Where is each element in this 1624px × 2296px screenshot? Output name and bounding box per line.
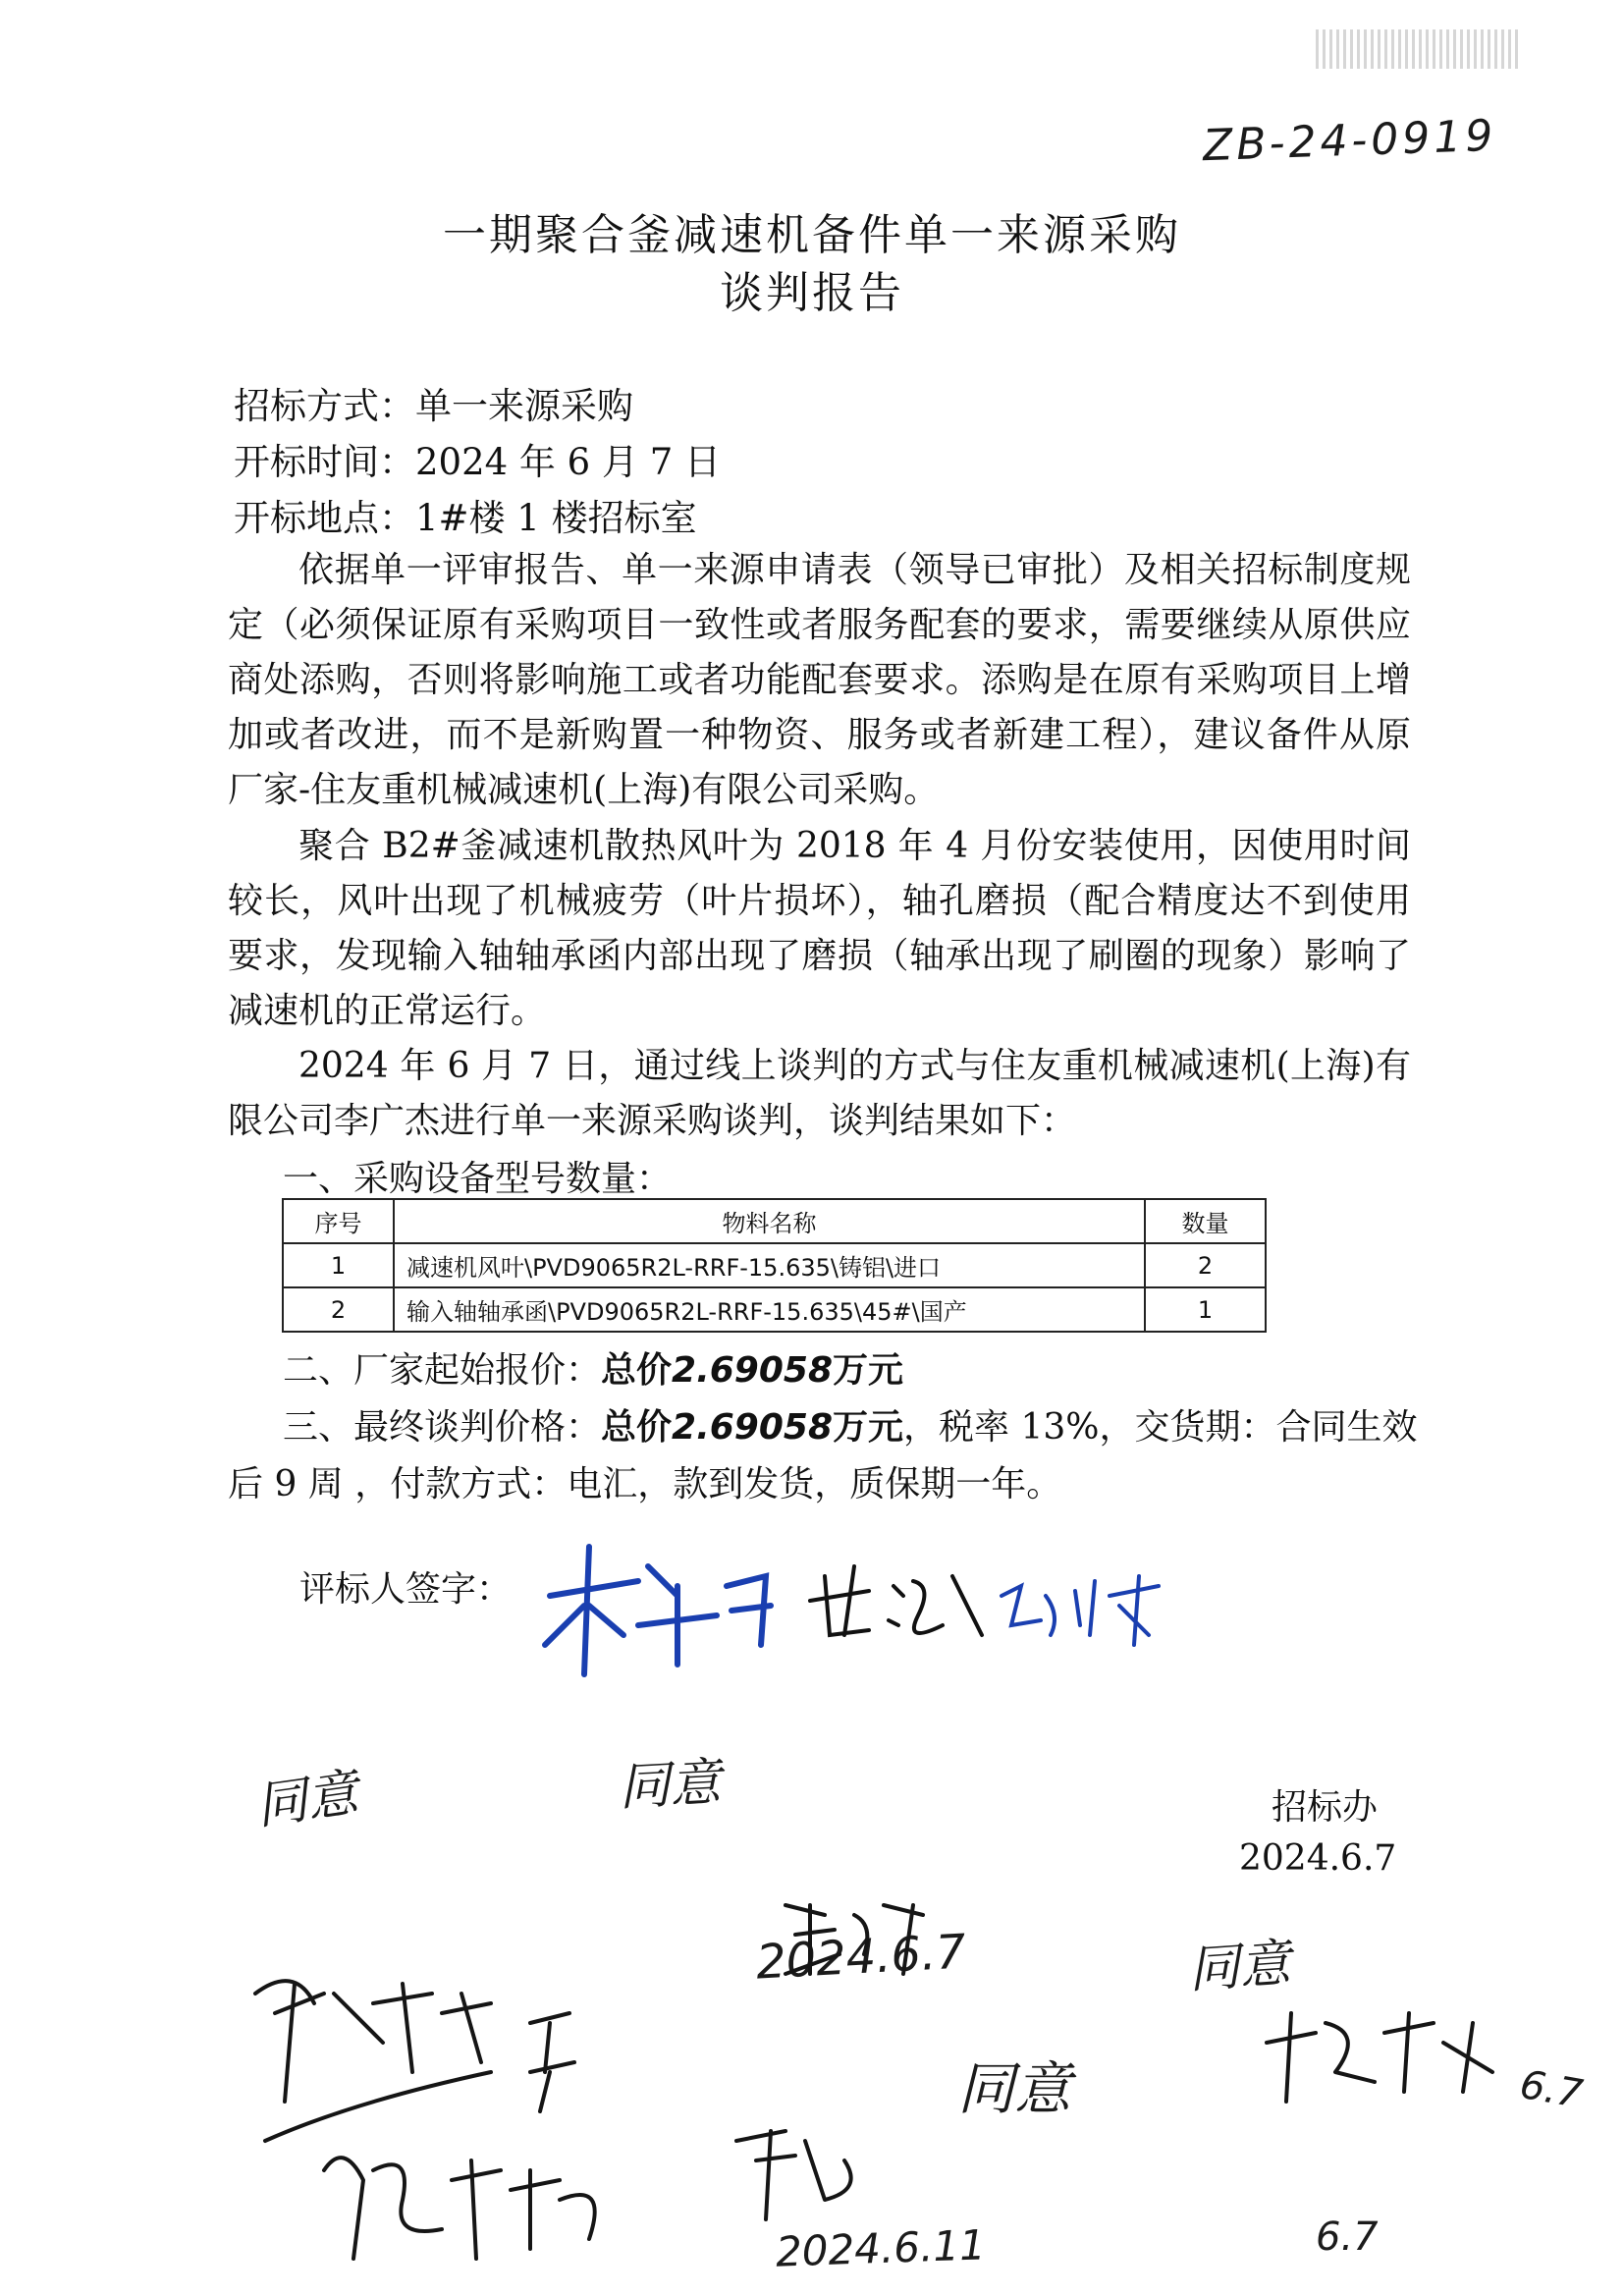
paragraph-basis: 依据单一评审报告、单一来源申请表（领导已审批）及相关招标制度规定（必须保证原有采购项目一致性或者服务配套的要求，需要继续从原供应商处添购，否则将影响施工或者功能配套要求。添购是在原有采购项目上增加或者改进，而不是新购置一种物资、服务或者新建工程），建议备件从原厂家-住友重机械减速机(上海)有限公司采购。 [228,550,1411,810]
paragraph-negotiation: 2024 年 6 月 7 日，通过线上谈判的方式与住友重机械减速机(上海)有限公司李广杰进行单一来源采购谈判，谈判结果如下： [228,1046,1411,1141]
table-header-row [283,1199,1266,1243]
header-no: 序号 [283,1199,394,1243]
final-price-amount: 2.69058 [672,1407,833,1448]
table-row [283,1243,1266,1287]
table-row [283,1287,1266,1332]
tender-method: 招标方式：单一来源采购 [234,385,633,427]
header-qty: 数量 [1145,1199,1266,1243]
section-final-price [283,1399,1417,1449]
handwritten-date: 6.7 [1316,2214,1379,2260]
handwritten-date: 2024.6.11 [775,2220,987,2276]
approval-text: 同意 [1186,1934,1293,2000]
row-no: 1 [283,1243,394,1287]
final-price-terms-line2: 后 9 周 ，付款方式：电汇，款到发货，质保期一年。 [228,1464,1062,1504]
reviewer-signatures [530,1527,1218,1684]
start-price-amount: 2.69058 [672,1350,833,1391]
row-name: 减速机风叶\PVD9065R2L-RRF-15.635\铸铝\进口 [394,1243,1145,1287]
paragraph-fault: 聚合 B2#釜减速机散热风叶为 2018 年 4 月份安装使用，因使用时间较长，风叶出现了机械疲劳（叶片损坏），轴孔磨损（配合精度达不到使用要求，发现输入轴轴承函内部出现了磨损（轴承出现了刷圈的现象）影响了减速机的正常运行。 [228,826,1411,1031]
issuing-date: 2024.6.7 [1239,1838,1397,1879]
document-code: ZB-24-0919 [1202,110,1498,172]
approver-signatures [236,1846,1591,2278]
final-price-label: 三、最终谈判价格： [283,1407,602,1448]
items-table [282,1198,1267,1333]
row-qty: 1 [1145,1287,1266,1332]
opening-time: 开标时间：2024 年 6 月 7 日 [234,441,722,483]
approval-text: 同意 [617,1753,723,1818]
scan-mark [1316,29,1522,69]
document-title: 一期聚合釜减速机备件单一来源采购 [443,210,1181,260]
handwritten-date: 6.7 [1516,2061,1587,2118]
approval-text: 同意 [252,1764,362,1836]
opening-place: 开标地点：1#楼 1 楼招标室 [234,497,697,539]
handwritten-date: 2024.6.7 [754,1924,968,1991]
section-start-price [283,1342,903,1393]
row-name: 输入轴轴承函\PVD9065R2L-RRF-15.635\45#\国产 [394,1287,1145,1332]
header-name: 物料名称 [394,1199,1145,1243]
start-price-label: 二、厂家起始报价： [283,1350,602,1391]
start-price-prefix: 总价 [601,1350,673,1391]
section-equipment: 一、采购设备型号数量： [283,1159,673,1199]
row-no: 2 [283,1287,394,1332]
start-price-unit: 万元 [833,1350,904,1391]
document-subtitle: 谈判报告 [720,268,904,318]
issuing-office: 招标办 [1272,1787,1379,1828]
final-price-unit: 万元 [833,1407,904,1448]
final-price-terms: ，税率 13%，交货期：合同生效 [903,1407,1418,1448]
approval-text: 同意 [957,2055,1072,2122]
reviewers-label: 评标人签字： [299,1569,513,1610]
row-qty: 2 [1145,1243,1266,1287]
final-price-prefix: 总价 [601,1407,673,1448]
